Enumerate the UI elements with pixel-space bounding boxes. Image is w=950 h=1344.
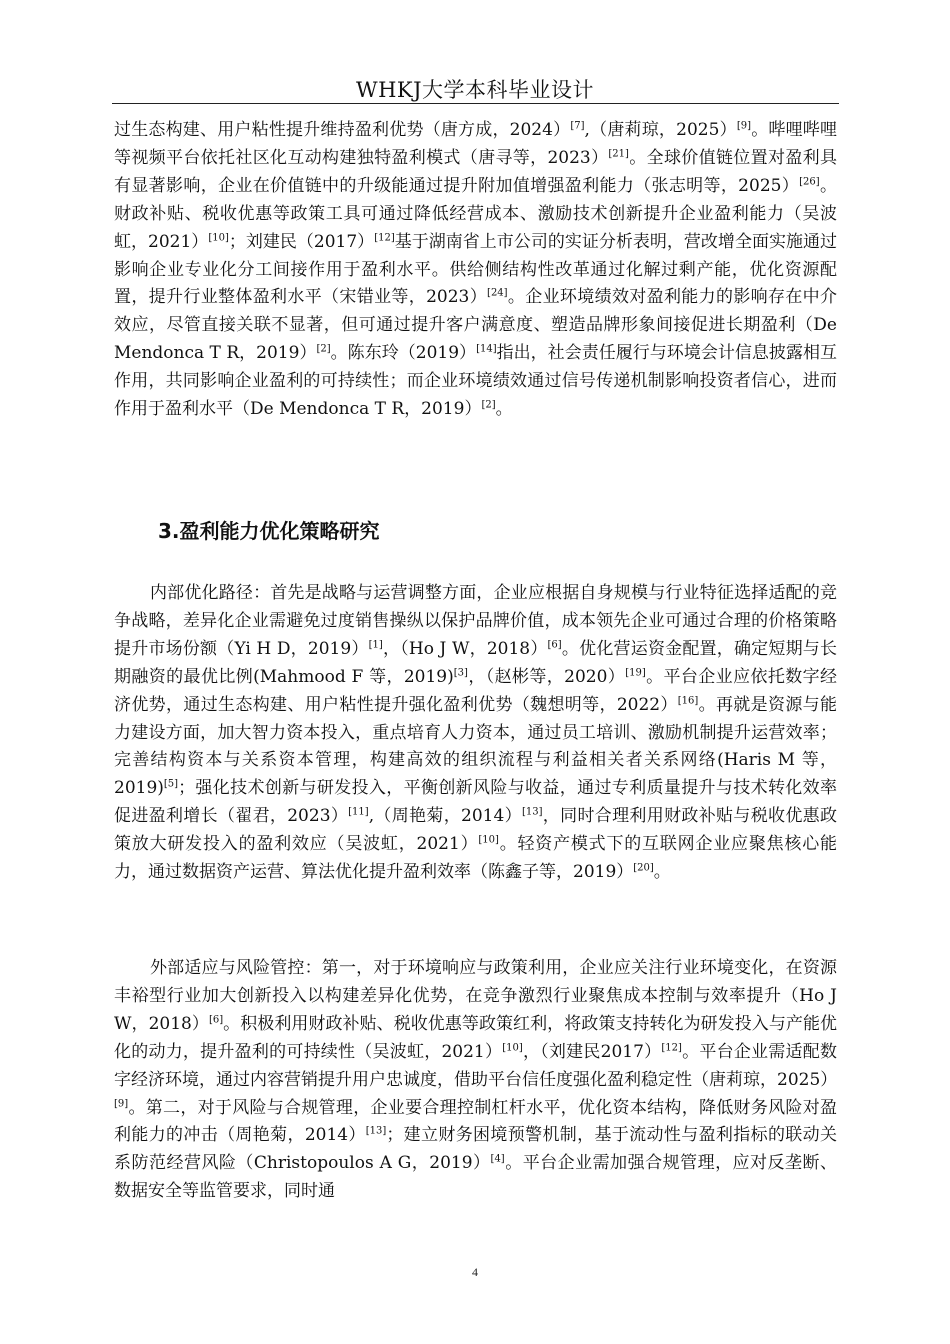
section-heading: 3.盈利能力优化策略研究: [158, 519, 380, 543]
body-paragraph-1: 过生态构建、用户粘性提升维持盈利优势（唐方成，2024）[7],（唐莉琼，2025）[9]。哔哩哔哩等视频平台依托社区化互动构建独特盈利模式（唐寻等，2023）[21]。全球价值链位置对盈利具有显著影响，企业在价值链中的升级能通过提升附加值增强盈利能力（张志明等，2025）[26]。财政补贴、税收优惠等政策工具可通过降低经营成本、激励技术创新提升企业盈利能力（吴波虹，2021）[10]；刘建民（2017）[12]基于湖南省上市公司的实证分析表明，营改增全面实施通过影响企业专业化分工间接作用于盈利水平。供给侧结构性改革通过化解过剩产能，优化资源配置，提升行业整体盈利水平（宋错业等，2023）[24]。企业环境绩效对盈利能力的影响存在中介效应，尽管直接关联不显著，但可通过提升客户满意度、塑造品牌形象间接促进长期盈利（De Mendonca T R，2019）[2]。陈东玲（2019）[14]指出，社会责任履行与环境会计信息披露相互作用，共同影响企业盈利的可持续性；而企业环境绩效通过信号传递机制影响投资者信心，进而作用于盈利水平（De Mendonca T R，2019）[2]。: [114, 120, 838, 420]
body-paragraph-3: 外部适应与风险管控：第一，对于环境响应与政策利用，企业应关注行业环境变化，在资源丰裕型行业加大创新投入以构建差异化优势，在竞争激烈行业聚焦成本控制与效率提升（Ho J W，2018）[6]。积极利用财政补贴、税收优惠等政策红利，将政策支持转化为研发投入与产能优化的动力，提升盈利的可持续性（吴波虹，2021）[10]，（刘建民2017）[12]。平台企业需适配数字经济环境，通过内容营销提升用户忠诚度，借助平台信任度强化盈利稳定性（唐莉琼，2025）[9]。第二，对于风险与合规管理，企业要合理控制杠杆水平，优化资本结构，降低财务风险对盈利能力的冲击（周艳菊，2014）[13]；建立财务困境预警机制，基于流动性与盈利指标的联动关系防范经营风险（Christopoulos A G，2019）[4]。平台企业需加强合规管理，应对反垄断、数据安全等监管要求，同时通: [114, 958, 838, 1202]
header-rule: [112, 103, 839, 104]
body-paragraph-2: 内部优化路径：首先是战略与运营调整方面，企业应根据自身规模与行业特征选择适配的竞争战略，差异化企业需避免过度销售操纵以保护品牌价值，成本领先企业可通过合理的价格策略提升市场份额（Yi H D，2019）[1]，（Ho J W，2018）[6]。优化营运资金配置，确定短期与长期融资的最优比例(Mahmood F 等，2019)[3]，（赵彬等，2020）[19]。平台企业应依托数字经济优势，通过生态构建、用户粘性提升强化盈利优势（魏想明等，2022）[16]。再就是资源与能力建设方面，加大智力资本投入，重点培育人力资本，通过员工培训、激励机制提升运营效率；完善结构资本与关系资本管理，构建高效的组织流程与利益相关者关系网络(Haris M 等，2019)[5]；强化技术创新与研发投入，平衡创新风险与收益，通过专利质量提升与技术转化效率促进盈利增长（翟君，2023）[11],（周艳菊，2014）[13]，同时合理利用财政补贴与税收优惠政策放大研发投入的盈利效应（吴波虹，2021）[10]。轻资产模式下的互联网企业应聚焦核心能力，通过数据资产运营、算法优化提升盈利效率（陈鑫子等，2019）[20]。: [114, 583, 838, 883]
page-number: 4: [472, 1265, 478, 1279]
page-header-title: WHKJ大学本科毕业设计: [355, 78, 594, 102]
